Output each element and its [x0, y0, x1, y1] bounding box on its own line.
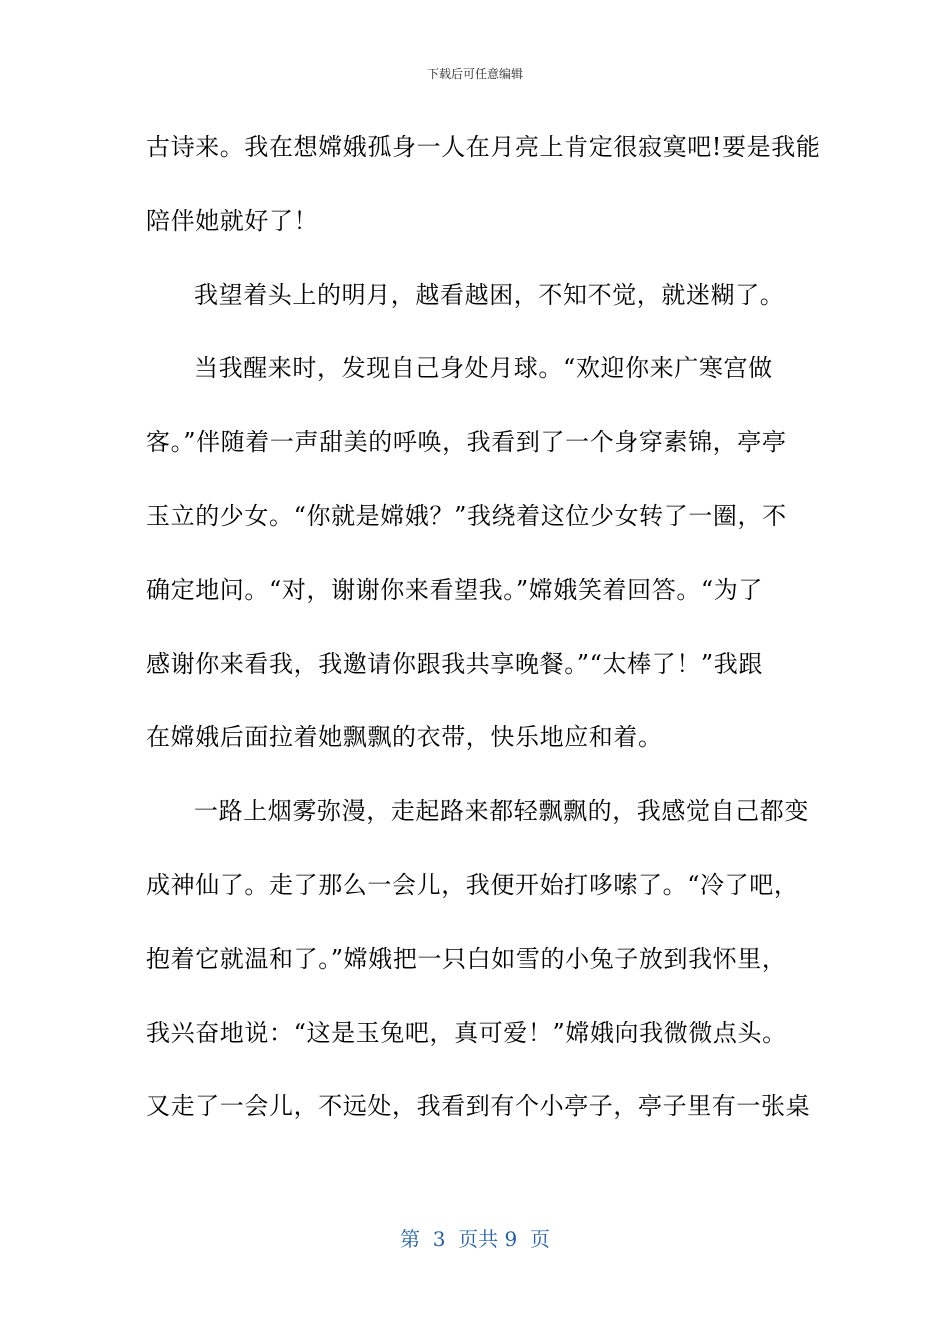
text-line: 确定地问。“对，谢谢你来看望我。”嫦娥笑着回答。“为了	[146, 575, 764, 604]
text-line: 感谢你来看我，我邀请你跟我共享晚餐。”“太棒了！”我跟	[146, 649, 764, 678]
text-line: 我望着头上的明月，越看越困，不知不觉，就迷糊了。	[194, 280, 785, 309]
text-line: 玉立的少女。“你就是嫦娥？”我绕着这位少女转了一圈，不	[146, 501, 787, 530]
text-line: 陪伴她就好了！	[146, 206, 319, 235]
text-line: 又走了一会儿，不远处，我看到有个小亭子，亭子里有一张桌	[146, 1092, 811, 1121]
text-line: 一路上烟雾弥漫，走起路来都轻飘飘的，我感觉自己都变	[194, 797, 809, 826]
text-line: 客。”伴随着一声甜美的呼唤，我看到了一个身穿素锦，亭亭	[146, 428, 787, 457]
text-line: 抱着它就温和了。”嫦娥把一只白如雪的小兔子放到我怀里，	[146, 944, 787, 973]
text-line: 我兴奋地说：“这是玉兔吧，真可爱！”嫦娥向我微微点头。	[146, 1018, 787, 1047]
page-number-footer: 第 3 页共 9 页	[400, 1227, 550, 1251]
text-line: 在嫦娥后面拉着她飘飘的衣带，快乐地应和着。	[146, 723, 663, 752]
text-line: 当我醒来时，发现自己身处月球。“欢迎你来广寒宫做	[194, 354, 773, 383]
page-header: 下载后可任意编辑	[426, 67, 523, 81]
text-line: 成神仙了。走了那么一会儿，我便开始打哆嗦了。“冷了吧，	[146, 870, 799, 899]
text-line: 古诗来。我在想嫦娥孤身一人在月亮上肯定很寂寞吧!要是我能	[146, 133, 821, 161]
body-text	[146, 122, 821, 1155]
